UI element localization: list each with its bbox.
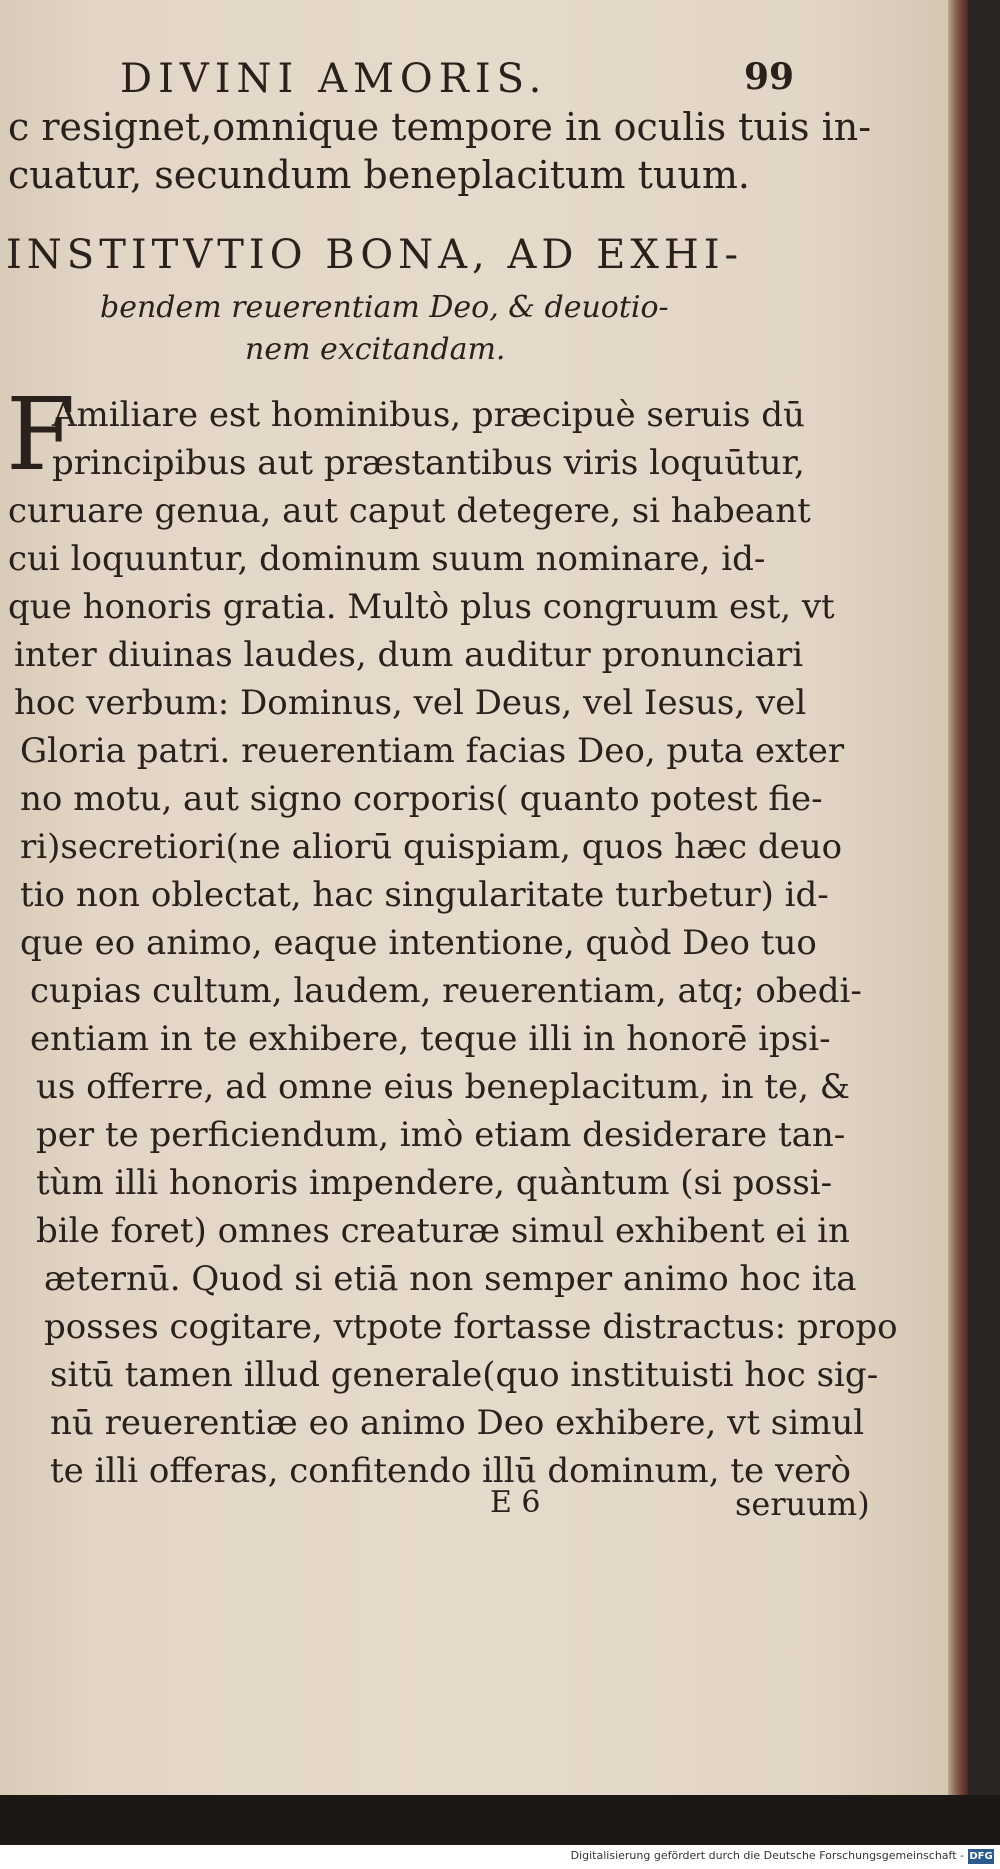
body-line-17: tùm illi honoris impendere, quàntum (si possi- xyxy=(36,1163,833,1203)
section-heading: INSTITVTIO BONA, AD EXHI- xyxy=(6,232,744,278)
footer-bar xyxy=(0,1845,1000,1869)
footer-credit: Digitalisierung gefördert durch die Deutsche Forschungsgemeinschaft - xyxy=(570,1849,964,1862)
drop-cap: F xyxy=(6,376,76,493)
signature-mark: E 6 xyxy=(490,1485,541,1520)
body-line-23: te illi offeras, confitendo illū dominum, te verò xyxy=(50,1451,852,1491)
body-line-5: que honoris gratia. Multò plus congruum est, vt xyxy=(8,587,835,627)
catchword: seruum) xyxy=(735,1485,870,1523)
body-line-1: Amiliare est hominibus, præcipuè seruis dū xyxy=(52,395,805,435)
body-line-9: no motu, aut signo corporis( quanto potest fie- xyxy=(20,779,823,819)
body-line-7: hoc verbum: Dominus, vel Deus, vel Iesus, vel xyxy=(14,683,807,723)
body-line-14: entiam in te exhibere, teque illi in honorē ipsi- xyxy=(30,1019,831,1059)
body-line-2: principibus aut præstantibus viris loquūtur, xyxy=(52,443,805,483)
body-line-20: posses cogitare, vtpote fortasse distractus: propo xyxy=(44,1307,898,1347)
body-line-13: cupias cultum, laudem, reuerentiam, atq; obedi- xyxy=(30,971,862,1011)
opening-line-1: c resignet,omnique tempore in oculis tuis in- xyxy=(8,105,872,149)
scan-background-strip xyxy=(0,1795,1000,1845)
folio-number: 99 xyxy=(744,56,795,98)
section-subheading-1: bendem reuerentiam Deo, & deuotio- xyxy=(100,290,669,325)
body-line-19: æternū. Quod si etiā non semper animo hoc ita xyxy=(44,1259,857,1299)
body-line-4: cui loquuntur, dominum suum nominare, id- xyxy=(8,539,766,579)
body-line-6: inter diuinas laudes, dum auditur pronunciari xyxy=(14,635,804,675)
body-line-22: nū reuerentiæ eo animo Deo exhibere, vt simul xyxy=(50,1403,865,1443)
body-line-21: sitū tamen illud generale(quo instituisti hoc sig- xyxy=(50,1355,879,1395)
body-line-10: ri)secretiori(ne aliorū quispiam, quos hæc deuo xyxy=(20,827,843,867)
page-edge xyxy=(948,0,968,1795)
body-line-11: tio non oblectat, hac singularitate turbetur) id- xyxy=(20,875,829,915)
body-line-15: us offerre, ad omne eius beneplacitum, in te, & xyxy=(36,1067,851,1107)
running-head: DIVINI AMORIS. xyxy=(120,56,548,102)
section-subheading-2: nem excitandam. xyxy=(245,332,506,367)
body-line-12: que eo animo, eaque intentione, quòd Deo tuo xyxy=(20,923,817,963)
opening-line-2: cuatur, secundum beneplacitum tuum. xyxy=(8,153,750,197)
body-line-18: bile foret) omnes creaturæ simul exhibent ei in xyxy=(36,1211,850,1251)
body-line-3: curuare genua, aut caput detegere, si habeant xyxy=(8,491,811,531)
body-line-16: per te perficiendum, imò etiam desiderare tan- xyxy=(36,1115,846,1155)
dfg-logo: DFG xyxy=(969,1851,993,1862)
body-line-8: Gloria patri. reuerentiam facias Deo, puta exter xyxy=(20,731,845,771)
